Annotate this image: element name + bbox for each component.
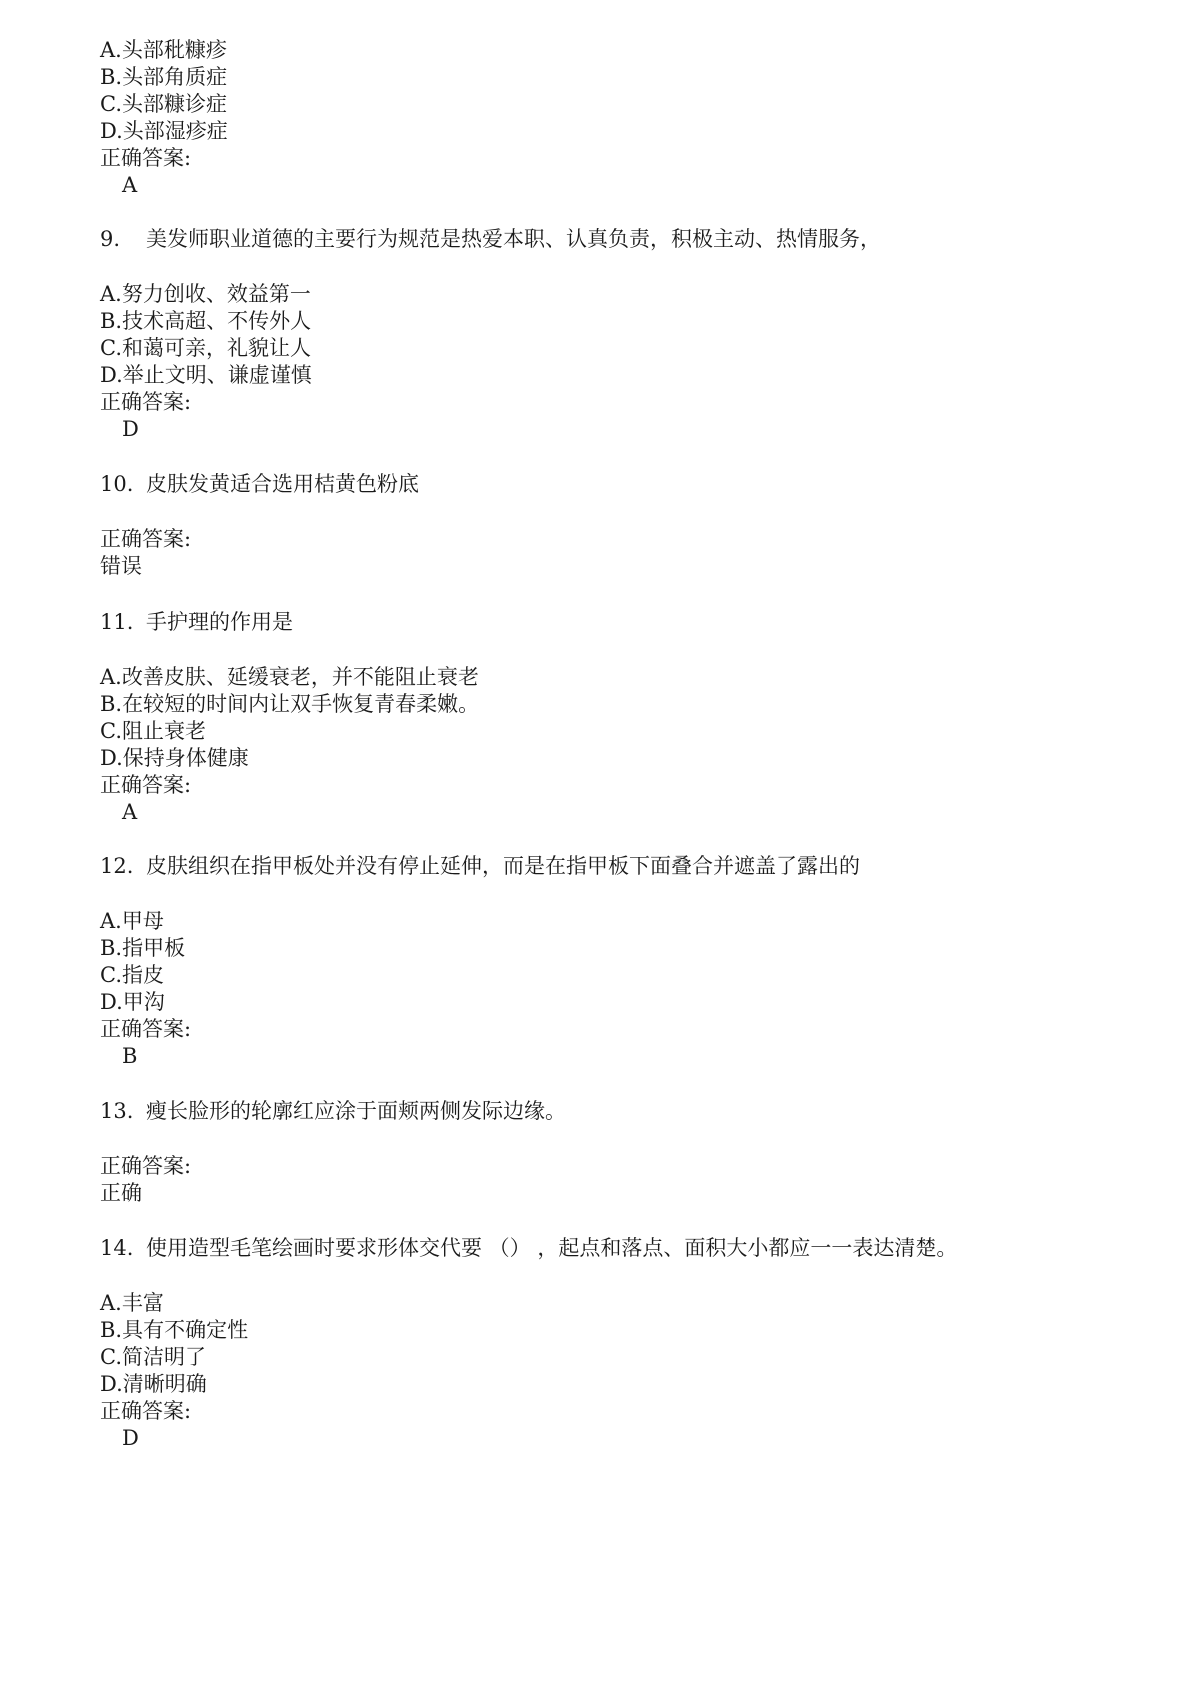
question-number: 10. (100, 472, 134, 496)
question-line (100, 1234, 957, 1262)
question-number: 13. (100, 1099, 134, 1123)
answer-label: 正确答案: (100, 773, 192, 797)
option-line: B.头部角质症 (100, 65, 228, 89)
question-line (100, 608, 293, 636)
option-line: D.清晰明确 (100, 1372, 207, 1396)
option-line: B.在较短的时间内让双手恢复青春柔嫩。 (100, 692, 480, 716)
option-line: D.头部湿疹症 (100, 119, 228, 143)
answer-label: 正确答案: (100, 1017, 192, 1041)
question-text: 使用造型毛笔绘画时要求形体交代要 （） ，起点和落点、面积大小都应一一表达清楚。 (146, 1236, 958, 1260)
option-line: B.具有不确定性 (100, 1318, 249, 1342)
answer-label: 正确答案: (100, 1154, 192, 1178)
answer-value: B (122, 1044, 138, 1068)
option-line: D.举止文明、谦虚谨慎 (100, 363, 312, 387)
option-line: A.改善皮肤、延缓衰老，并不能阻止衰老 (100, 665, 479, 689)
option-line: A.头部秕糠疹 (100, 38, 227, 62)
question-number: 12. (100, 854, 134, 878)
option-line: B.技术高超、不传外人 (100, 309, 312, 333)
answer-value: D (122, 417, 139, 441)
option-line: D.保持身体健康 (100, 746, 249, 770)
option-line: C.头部糠诊症 (100, 92, 227, 116)
option-line: A.丰富 (100, 1291, 164, 1315)
answer-label: 正确答案: (100, 390, 192, 414)
option-line: D.甲沟 (100, 990, 165, 1014)
question-text: 美发师职业道德的主要行为规范是热爱本职、认真负责，积极主动、热情服务， (146, 227, 881, 251)
question-number: 11. (100, 610, 134, 634)
question-text: 手护理的作用是 (146, 610, 293, 634)
option-line: A.甲母 (100, 909, 164, 933)
answer-value: D (122, 1426, 139, 1450)
option-line: C.和蔼可亲，礼貌让人 (100, 336, 311, 360)
answer-value: 错误 (100, 554, 142, 578)
question-line (100, 1097, 566, 1125)
question-line (100, 225, 881, 253)
question-number: 9. (100, 227, 121, 251)
option-line: C.简洁明了 (100, 1345, 206, 1369)
answer-value: A (122, 173, 138, 197)
option-line: C.指皮 (100, 963, 164, 987)
option-line: C.阻止衰老 (100, 719, 206, 743)
answer-label: 正确答案: (100, 1399, 192, 1423)
question-number: 14. (100, 1236, 134, 1260)
answer-value: 正确 (100, 1181, 142, 1205)
answer-label: 正确答案: (100, 527, 192, 551)
question-text: 瘦长脸形的轮廓红应涂于面颊两侧发际边缘。 (146, 1099, 566, 1123)
question-line (100, 470, 419, 498)
option-line: A.努力创收、效益第一 (100, 282, 311, 306)
question-line (100, 852, 860, 880)
question-text: 皮肤组织在指甲板处并没有停止延伸，而是在指甲板下面叠合并遮盖了露出的 (146, 854, 860, 878)
answer-value: A (122, 800, 138, 824)
question-text: 皮肤发黄适合选用桔黄色粉底 (146, 472, 419, 496)
answer-label: 正确答案: (100, 146, 192, 170)
option-line: B.指甲板 (100, 936, 186, 960)
